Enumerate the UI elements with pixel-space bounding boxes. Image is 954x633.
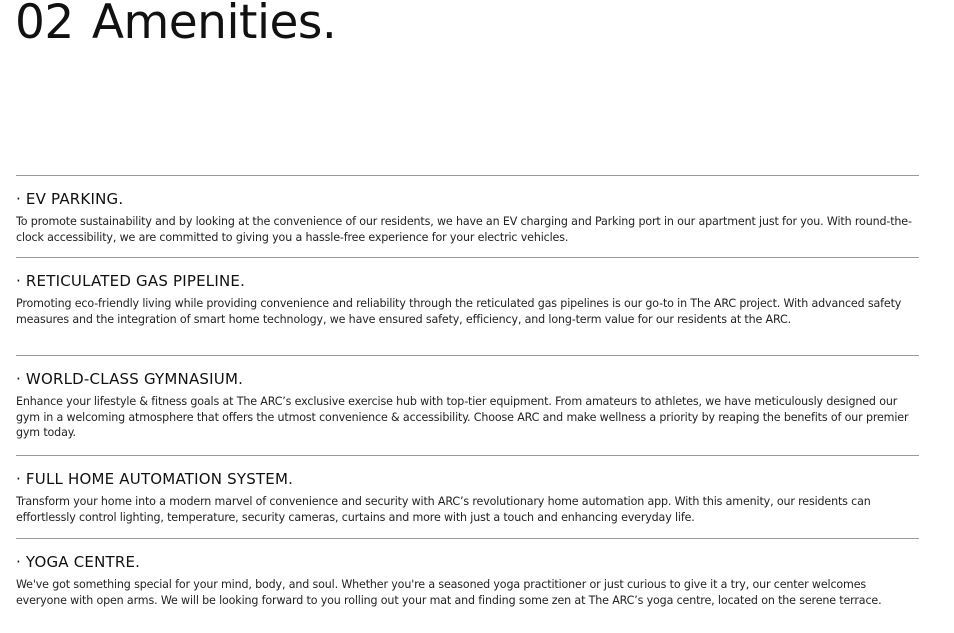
amenity-yoga-centre xyxy=(16,538,919,633)
amenity-description: To promote sustainability and by looking at the convenience of our residents, we have an EV charging and Parking port in our apartment just for you. With round-the-clock accessibility, we are committed to giving you a hassle-free experience for your electric vehicles. xyxy=(16,215,912,244)
amenity-heading: · YOGA CENTRE. xyxy=(16,553,141,571)
amenity-description: Promoting eco-friendly living while providing convenience and reliability through the reticulated gas pipelines is our go-to in The ARC project. With advanced safety measures and the integration of smart home technology, we have ensured safety, efficiency, and long-term value for our residents at the ARC. xyxy=(16,297,902,326)
section-title xyxy=(15,0,336,54)
amenity-list xyxy=(16,175,919,633)
section-number: 02 xyxy=(15,0,74,50)
amenity-gymnasium xyxy=(16,355,919,455)
section-title-text: Amenities. xyxy=(91,0,337,50)
amenity-home-automation xyxy=(16,455,919,538)
amenity-description: Enhance your lifestyle & fitness goals at The ARC’s exclusive exercise hub with top-tier equipment. From amateurs to athletes, we have meticulously designed our gym in a welcoming atmosphere that offers the utmost convenience & accessibility. Choose ARC and make wellness a priority by reaping the benefits of our premier gym today. xyxy=(16,395,909,440)
amenity-gas-pipeline xyxy=(16,257,919,355)
amenity-heading: · FULL HOME AUTOMATION SYSTEM. xyxy=(16,470,294,488)
amenity-description: Transform your home into a modern marvel of convenience and security with ARC’s revolutionary home automation app. With this amenity, our residents can effortlessly control lighting, temperature, security cameras, curtains and more with just a touch and enhancing everyday life. xyxy=(16,495,871,524)
amenity-heading: · EV PARKING. xyxy=(16,190,124,208)
amenity-ev-parking xyxy=(16,175,919,257)
amenity-description: We've got something special for your mind, body, and soul. Whether you're a seasoned yoga practitioner or just curious to give it a try, our center welcomes everyone with open arms. We will be looking forward to you rolling out your mat and finding some zen at The ARC’s yoga centre, located on the serene terrace. xyxy=(16,578,882,607)
amenity-heading: · WORLD-CLASS GYMNASIUM. xyxy=(16,370,244,388)
amenity-heading: · RETICULATED GAS PIPELINE. xyxy=(16,272,246,290)
